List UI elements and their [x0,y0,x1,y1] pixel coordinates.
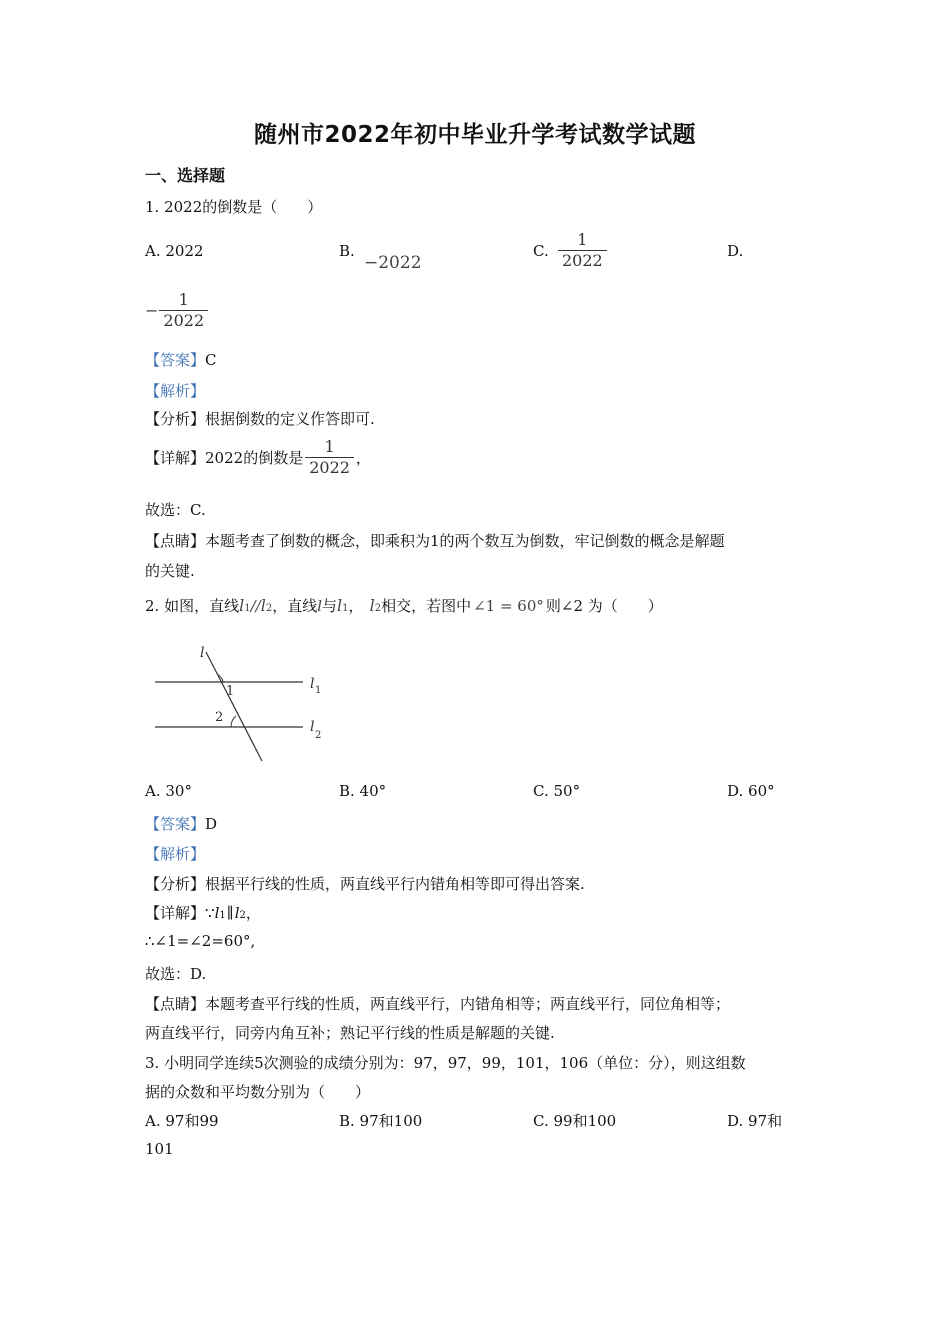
sub-1: 1 [219,910,226,921]
parallel-symbol: ∥ [226,904,234,922]
q2-option-d: D. 60° [727,782,775,800]
q2-stem [145,595,663,616]
fraction-denominator: 2022 [309,458,350,477]
label-angle-2: 2 [215,710,224,725]
q2-option-b: B. 40° [339,782,387,800]
q2-comment-line2: 两直线平行，同旁内角互补；熟记平行线的性质是解题的关键. [145,1024,555,1042]
choose-value: C. [190,501,206,519]
q1-option-a: A. 2022 [145,242,204,260]
q1-answer [145,349,217,370]
q1-option-d-value [145,290,208,331]
var-l: l [239,596,245,615]
q1-choose [145,499,206,520]
q2-figure [140,640,340,770]
q2-jiexi-label: 【解析】 [145,845,206,863]
q1-comment-line1 [145,530,725,551]
q2-detail [145,902,261,923]
analysis-label: 【分析】 [145,875,206,893]
q1-analysis [145,408,375,429]
var-l: l [214,904,220,922]
q3-option-b: B. 97和100 [339,1112,423,1130]
label-l2: l [310,719,315,735]
q3-option-c: C. 99和100 [533,1112,617,1130]
q3-option-d-continued: 101 [145,1140,174,1158]
fraction-denominator: 2022 [163,311,205,330]
detail-comma: ， [245,904,261,922]
q3-option-a: A. 97和99 [145,1112,219,1130]
comment-label: 【点睛】 [145,995,206,1013]
q1-option-b-value: −2022 [364,253,422,273]
answer-label: 【答案】 [145,351,206,369]
q2-therefore: ∴∠1=∠2=60°, [145,932,256,950]
var-l: l [337,596,343,615]
var-l: l [260,596,266,615]
q2-analysis [145,873,585,894]
q1-detail-fraction [305,437,354,478]
analysis-text: 根据平行线的性质，两直线平行内错角相等即可得出答案. [205,875,585,893]
q2-option-a: A. 30° [145,782,192,800]
sub-2: 2 [239,910,246,921]
q2-stem-start: 2. 如图，直线 [145,597,240,615]
q1-option-d-fraction [159,290,208,331]
q1-option-c-label: C. [533,242,549,260]
analysis-text: 根据倒数的定义作答即可. [205,410,375,428]
q2-stem-mid2: 与 [322,597,338,615]
sub-2: 2 [374,603,382,614]
q3-stem-line2: 据的众数和平均数分别为（ ） [145,1083,371,1101]
q1-option-c-fraction [558,230,607,271]
q1-jiexi-label: 【解析】 [145,382,206,400]
detail-comma: ， [355,449,371,467]
q2-answer [145,813,217,834]
sub-1: 1 [342,603,349,614]
choose-label: 故选： [145,965,191,983]
q2-stem-end: 则∠2 为（ ） [545,597,663,615]
q2-comma: ， [348,597,364,615]
parallel-symbol: // [250,597,261,615]
q1-option-b-label: B. [339,242,355,260]
fraction-numerator: 1 [178,290,189,309]
detail-text: 2022的倒数是 [205,449,304,467]
minus-sign: − [145,301,159,320]
answer-value: C [205,351,217,369]
page-title: 随州市2022年初中毕业升学考试数学试题 [253,122,696,148]
q2-comment-line1 [145,993,730,1014]
fraction-denominator: 2022 [562,251,603,270]
sub-1: 1 [244,603,251,614]
q1-stem: 1. 2022的倒数是（ ） [145,198,323,216]
section-heading: 一、选择题 [145,166,226,185]
transversal-l [206,652,262,761]
label-l: l [200,645,205,661]
because-symbol: ∵ [205,904,215,922]
q1-comment-line2: 的关键. [145,562,195,580]
q2-choose [145,963,206,984]
fraction-numerator: 1 [324,437,335,456]
q3-option-d: D. 97和 [727,1112,783,1130]
comment-text: 本题考查了倒数的概念，即乘积为1的两个数互为倒数，牢记倒数的概念是解题 [205,532,725,550]
q2-option-c: C. 50° [533,782,581,800]
angle-condition: ∠1 = 60° [473,597,544,615]
detail-label: 【详解】 [145,449,206,467]
var-l: l [369,596,375,615]
fraction-numerator: 1 [577,230,588,249]
label-l1-sub: 1 [315,685,322,696]
answer-value: D [205,815,218,833]
choose-label: 故选： [145,501,191,519]
q2-stem-mid3: 相交，若图中 [381,597,472,615]
comment-label: 【点睛】 [145,532,206,550]
label-l2-sub: 2 [315,730,322,741]
q1-detail [145,437,371,478]
q3-stem-line1: 3. 小明同学连续5次测验的成绩分别为：97，97，99，101，106（单位：分），则这组数 [145,1054,746,1072]
detail-label: 【详解】 [145,904,206,922]
comment-text: 本题考查平行线的性质，两直线平行，内错角相等；两直线平行，同位角相等； [205,995,731,1013]
q1-option-d-label: D. [727,242,744,260]
q2-stem-mid1: ，直线 [272,597,318,615]
angle-2-arc [231,716,236,727]
sub-2: 2 [265,603,273,614]
var-l: l [317,597,323,615]
var-l: l [234,904,240,922]
label-l1: l [310,676,315,692]
choose-value: D. [190,965,207,983]
analysis-label: 【分析】 [145,410,206,428]
answer-label: 【答案】 [145,815,206,833]
label-angle-1: 1 [226,684,235,699]
